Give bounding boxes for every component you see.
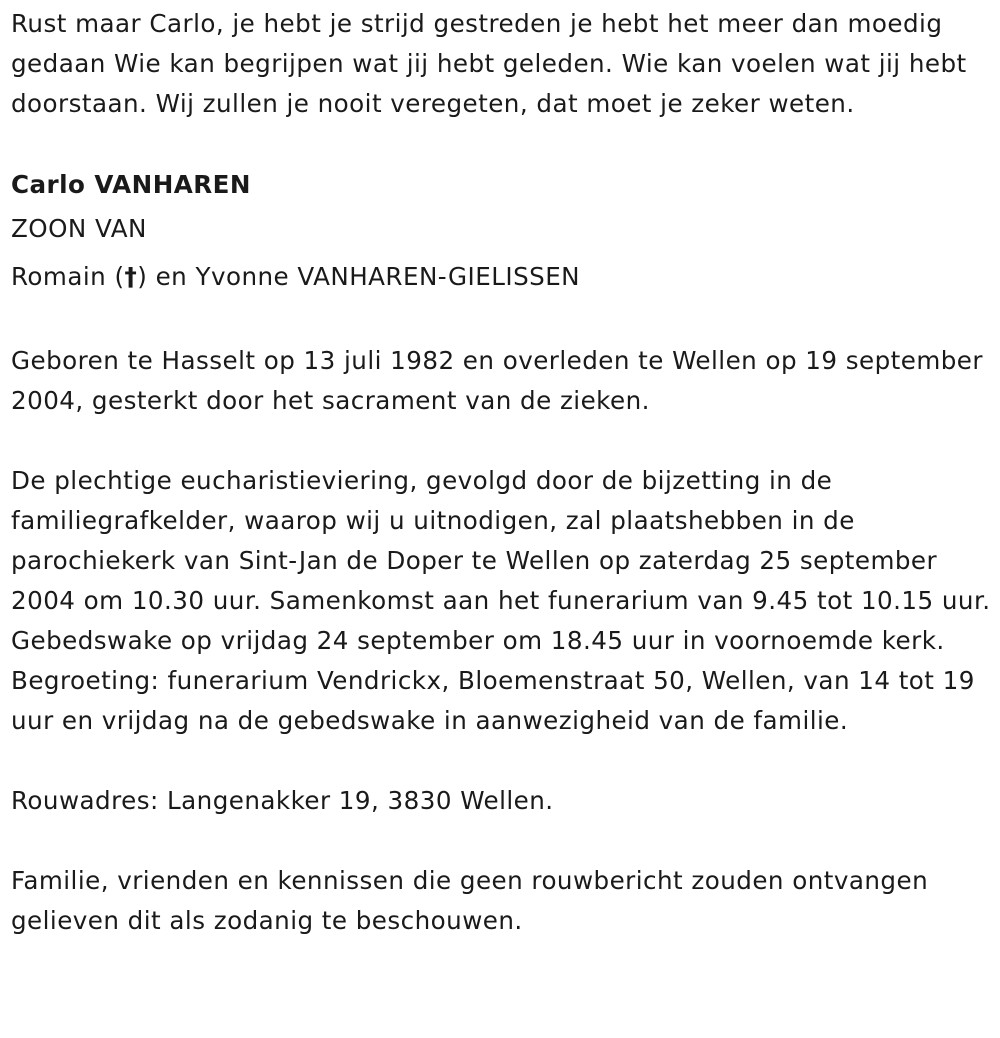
- mother-name: en Yvonne VANHAREN-GIELISSEN: [155, 262, 581, 291]
- spacer: [11, 301, 991, 341]
- spacer: [11, 124, 991, 164]
- spacer: [11, 421, 991, 461]
- obituary-document: [11, 4, 991, 941]
- close-paren: ): [137, 262, 148, 291]
- deceased-name: Carlo VANHAREN: [11, 170, 251, 199]
- open-paren: (: [114, 262, 125, 291]
- ceremony-paragraph: De plechtige eucharistieviering, gevolgd door de bijzetting in de familiegrafkelder, waarop wij u uitnodigen, zal plaatshebben in de parochiekerk van Sint-Jan de Doper te Wellen op zaterdag 25 september 2004 om 10.30 uur. Samenkomst aan het funerarium van 9.45 tot 10.15 uur. Gebedswake op vrijdag 24 september om 18.45 uur in voornoemde kerk. Begroeting: funerarium Vendrickx, Bloemenstraat 50, Wellen, van 14 tot 19 uur en vrijdag na de gebedswake in aanwezigheid van de familie.: [11, 466, 991, 735]
- parents-line: [11, 253, 991, 301]
- poem-paragraph: Rust maar Carlo, je hebt je strijd gestreden je hebt het meer dan moedig gedaan Wie kan begrijpen wat jij hebt geleden. Wie kan voelen wat jij hebt doorstaan. Wij zullen je nooit veregeten, dat moet je zeker weten.: [11, 9, 967, 118]
- father-name: Romain: [11, 262, 107, 291]
- address-line: Rouwadres: Langenakker 19, 3830 Wellen.: [11, 786, 554, 815]
- birth-death-paragraph: Geboren te Hasselt op 13 juli 1982 en overleden te Wellen op 19 september 2004, gesterkt door het sacrament van de zieken.: [11, 346, 983, 415]
- closing-paragraph: Familie, vrienden en kennissen die geen rouwbericht zouden ontvangen gelieven dit als zodanig te beschouwen.: [11, 866, 929, 935]
- spacer: [11, 821, 991, 861]
- relation-label: ZOON VAN: [11, 214, 147, 243]
- cross-icon: †: [124, 262, 138, 291]
- spacer: [11, 741, 991, 781]
